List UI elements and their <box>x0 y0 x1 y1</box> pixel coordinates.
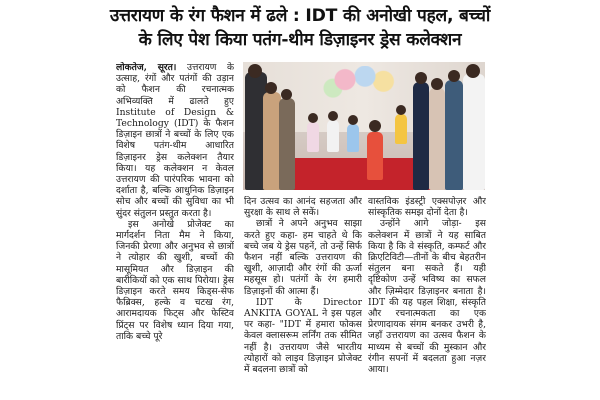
article-column-3 <box>368 196 486 400</box>
headline <box>18 4 582 52</box>
paragraph-continuation-2: वास्तविक इंडस्ट्री एक्सपोज़र और सांस्कृतिक समझ दोनों देता है। <box>368 196 486 219</box>
event-photo <box>243 62 485 190</box>
paragraph-students-quote: छात्रों ने अपने अनुभव साझा करते हुए कहा- हम चाहते थे कि बच्चे जब ये ड्रेस पहनें, तो उन्हें सिर्फ फैशन नहीं बल्कि उत्तरायण की खुशी, आज़ादी और रंगों की ऊर्जा महसूस हो। पतंगों के रंग हमारी डिज़ाइनों की आत्मा हैं। <box>244 218 362 297</box>
dateline: लोकतेज, सूरत। <box>116 62 177 73</box>
paragraph-conclusion: उन्होंने आगे जोड़ा- इस कलेक्शन में छात्रों ने यह साबित किया है कि वे संस्कृति, कम्फर्ट और क्रिएटिविटी—तीनों के बीच बेहतरीन संतुलन बना सकते हैं। यही दृष्टिकोण उन्हें भविष्य का सफल और ज़िम्मेदार डिज़ाइनर बनाता है। IDT की यह पहल शिक्षा, संस्कृति और रचनात्मकता का एक प्रेरणादायक संगम बनकर उभरी है, जहाँ उत्तरायण का उत्सव फैशन के माध्यम से बच्चों की मुस्कान और रंगीन सपनों में बदलता हुआ नज़र आया। <box>368 218 486 376</box>
paragraph-project: इस अनोखे प्रोजेक्ट का मार्गदर्शन निता मैम ने किया, जिनकी प्रेरणा और अनुभव से छात्रों ने त्योहार की खुशी, बच्चों की मासूमियत और डिज़ाइन की बारीकियों को एक साथ पिरोया। ड्रेस डिज़ाइन करते समय किड्स-सेफ फैब्रिक्स, हल्के व चटख रंग, आरामदायक फिट्स और फेस्टिव प्रिंट्स पर विशेष ध्यान दिया गया, ताकि बच्चे पूरे <box>116 218 234 342</box>
article-column-1 <box>116 62 234 400</box>
paragraph-director-quote: IDT के Director ANKITA GOYAL ने इस पहल पर कहा- "IDT में हमारा फोकस केवल क्लासरूम लर्निंग तक सीमित नहीं है। उत्तरायण जैसे भारतीय त्योहारों को लाइव डिज़ाइन प्रोजेक्ट में बदलना छात्रों को <box>244 296 362 376</box>
paragraph-intro <box>116 62 234 219</box>
paragraph-text: उत्तरायण के उत्साह, रंगों और पतंगों की उड़ान को फैशन की रचनात्मक अभिव्यक्ति में ढालते हुए Institute of Design & Technology (IDT) के फैशन डिज़ाइन छात्रों ने बच्चों के लिए एक विशेष पतंग-थीम आधारित डिज़ाइनर ड्रेस कलेक्शन तैयार किया। यह कलेक्शन न केवल उत्तरायण की पारंपरिक भावना को दर्शाता है, बल्कि आधुनिक डिज़ाइन सोच और बच्चों की सुविधा का भी सुंदर संतुलन प्रस्तुत करता है। <box>116 62 234 219</box>
headline-line-2: के लिए पेश किया पतंग-थीम डिज़ाइनर ड्रेस कलेक्शन <box>138 30 462 50</box>
article-column-2 <box>244 196 362 400</box>
paragraph-continuation: दिन उत्सव का आनंद सहजता और सुरक्षा के साथ ले सकें। <box>244 196 362 219</box>
balloon-decoration <box>321 66 401 100</box>
headline-line-1: उत्तरायण के रंग फैशन में ढले : IDT की अनोखी पहल, बच्चों <box>109 6 491 26</box>
